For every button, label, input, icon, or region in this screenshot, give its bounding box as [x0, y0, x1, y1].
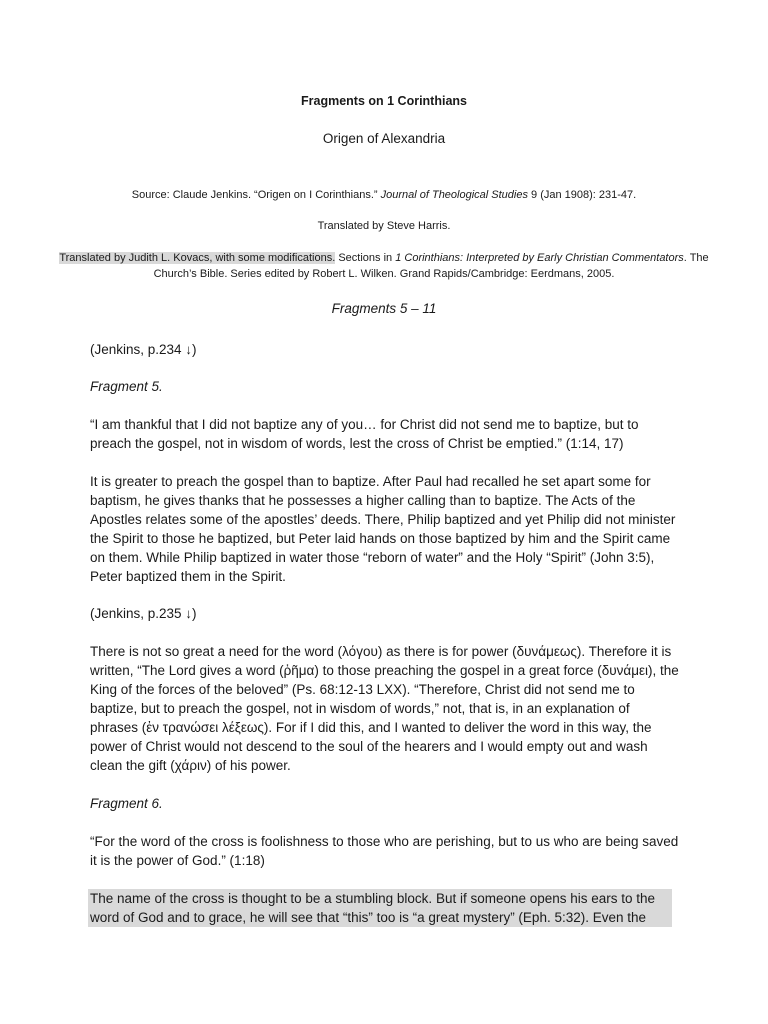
- source-suffix: 9 (Jan 1908): 231-47.: [527, 189, 637, 201]
- highlighted-translator: Translated by Judith L. Kovacs, with some modifications.: [59, 252, 336, 264]
- translator-part-2: . The Church’s Bible. Series edited by Robert L. Wilken. Grand Rapids/Cambridge: Eerdmans, 2005.: [153, 252, 709, 280]
- fragment-5-quote: “I am thankful that I did not baptize any of you… for Christ did not send me to baptize, but to preach the gospel, not in wisdom of words, lest the cross of Christ be emptied.” (1:14, 17): [90, 417, 639, 451]
- translator-line-1: Translated by Steve Harris.: [317, 220, 451, 232]
- translator-line-2: [40, 250, 728, 282]
- document-title: Fragments on 1 Corinthians: [301, 94, 467, 108]
- fragment-5-heading: Fragment 5.: [90, 379, 163, 394]
- fragment-6-heading: Fragment 6.: [90, 796, 163, 811]
- fragment-6-body-highlighted: The name of the cross is thought to be a stumbling block. But if someone opens his ears to the word of God and to grace, he will see that “this” too is “a great mystery” (Eph. 5:32). Even the: [88, 889, 672, 927]
- book-title: 1 Corinthians: Interpreted by Early Christian Commentators: [395, 252, 684, 264]
- source-journal: Journal of Theological Studies: [380, 189, 528, 201]
- jenkins-reference-2: (Jenkins, p.235 ↓): [90, 606, 197, 621]
- document-author: Origen of Alexandria: [322, 131, 446, 146]
- fragment-5-body: It is greater to preach the gospel than to baptize. After Paul had recalled he set apart some for baptism, he gives thanks that he possesses a higher calling than to baptize. The Acts of the Apostles relates some of the apostles’ deeds. There, Philip baptized and yet Philip did not minister the Spirit to those he baptized, but Peter laid hands on those baptized by him and the Spirit came on them. While Philip baptized in water those “reborn of water” and the Holy “Spirit” (John 3:5), Peter baptized them in the Spirit.: [90, 474, 676, 584]
- source-citation: [40, 187, 728, 203]
- fragment-5-body-continued: There is not so great a need for the word (λόγου) as there is for power (δυνάμεως). Therefore it is written, “The Lord gives a word (ῥῆμα) to those preaching the gospel in a great force (δυνάμει), the King of the forces of the beloved” (Ps. 68:12-13 LXX). “Therefore, Christ did not send me to baptize, but to preach the gospel, not in wisdom of words,” not, that is, in an explanation of phrases (ἐν τρανώσει λέξεως). For if I did this, and I wanted to deliver the word in this way, the power of Christ would not descend to the soul of the hearers and I would empty out and wash clean the gift (χάριν) of his power.: [90, 644, 679, 773]
- jenkins-reference-1: (Jenkins, p.234 ↓): [90, 342, 197, 357]
- translator-part-1: Sections in: [335, 252, 396, 264]
- fragment-6-quote: “For the word of the cross is foolishness to those who are perishing, but to us who are being saved it is the power of God.” (1:18): [90, 834, 679, 868]
- fragment-range: Fragments 5 – 11: [331, 301, 437, 316]
- source-prefix: Source: Claude Jenkins. “Origen on I Corinthians.”: [131, 189, 381, 201]
